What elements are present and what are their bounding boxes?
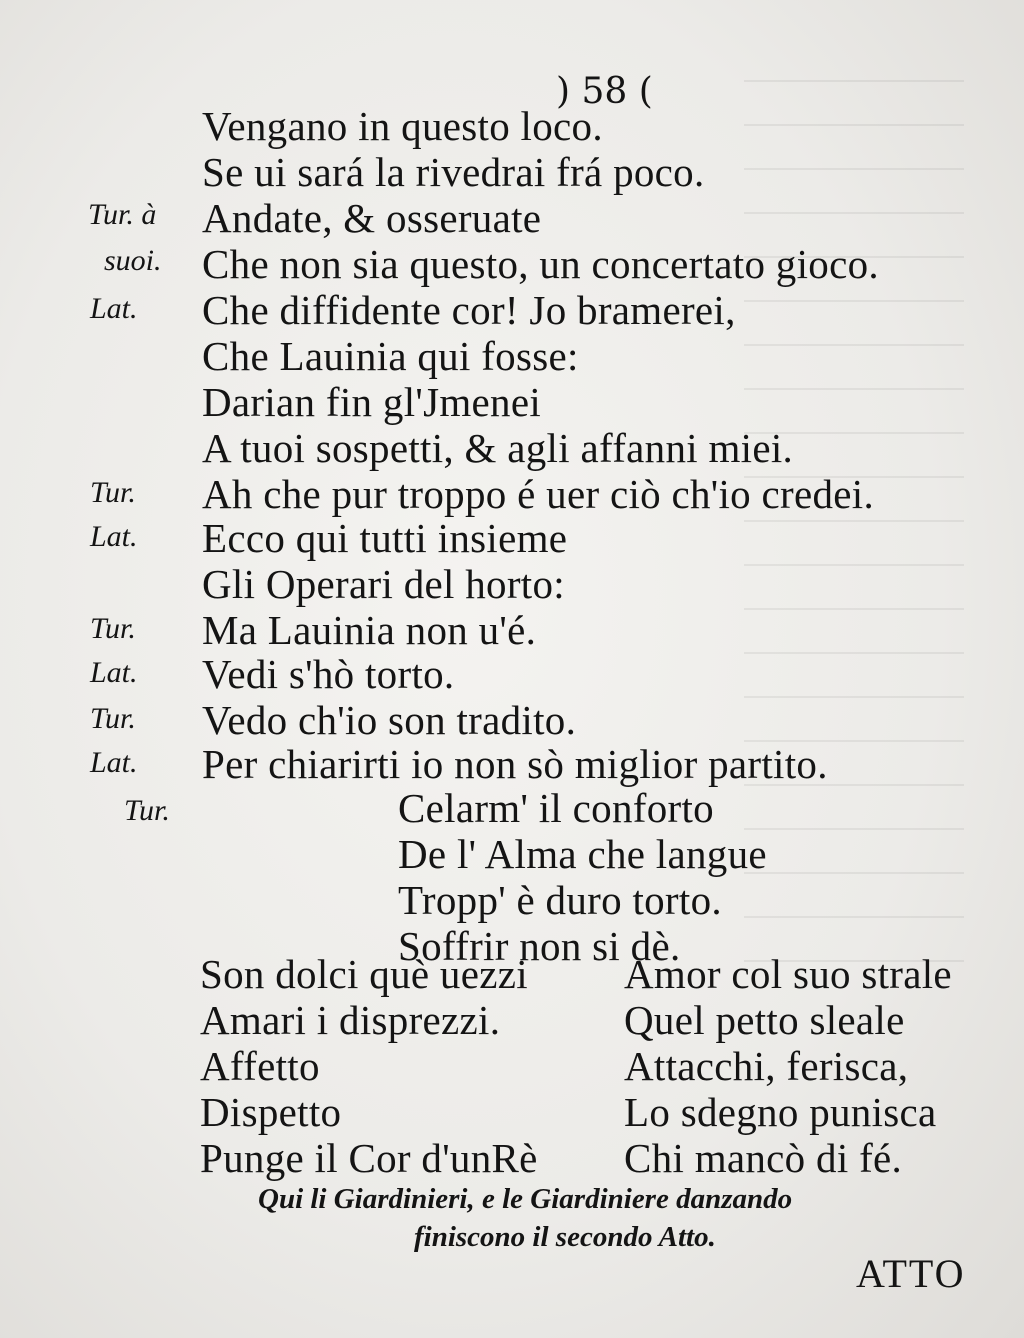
speaker-label: Tur. à: [88, 198, 157, 231]
verse-right: Quel petto sleale: [624, 997, 905, 1043]
dialogue-line: A tuoi sospetti, & agli affanni miei.: [202, 425, 794, 471]
verse-left: Affetto: [200, 1043, 320, 1089]
dialogue-line: Vengano in questo loco.: [202, 103, 603, 149]
aria-line: Celarm' il conforto: [398, 785, 714, 831]
speaker-label: Tur.: [90, 702, 136, 735]
verse-right: Chi mancò di fé.: [624, 1135, 903, 1181]
speaker-label: Tur.: [90, 612, 136, 645]
dialogue-line: Vedi s'hò torto.: [202, 651, 455, 697]
aria-speaker: Tur.: [124, 794, 170, 827]
aria-line: De l' Alma che langue: [398, 831, 767, 877]
aria-line: Soffrir non si dè.: [398, 923, 681, 969]
verse-left: Dispetto: [200, 1089, 342, 1135]
verse-left: Amari i disprezzi.: [200, 997, 501, 1043]
dialogue-line: Ecco qui tutti insieme: [202, 515, 568, 561]
verse-right: Attacchi, ferisca,: [624, 1043, 909, 1089]
dialogue-line: Che diffidente cor! Jo bramerei,: [202, 287, 736, 333]
aria-line: Tropp' è duro torto.: [398, 877, 722, 923]
speaker-label: suoi.: [104, 244, 162, 277]
speaker-label: Lat.: [90, 520, 138, 553]
dialogue-line: Ah che pur troppo é uer ciò ch'io credei.: [202, 471, 875, 517]
speaker-label: Tur.: [90, 476, 136, 509]
verse-right: Lo sdegno punisca: [624, 1089, 937, 1135]
catchword: ATTO: [856, 1251, 966, 1296]
dialogue-line: Che non sia questo, un concertato gioco.: [202, 241, 879, 287]
stage-direction-line: finiscono il secondo Atto.: [414, 1221, 716, 1253]
speaker-label: Lat.: [90, 292, 138, 325]
stage-direction-line: Qui li Giardinieri, e le Giardiniere danzando: [258, 1183, 793, 1215]
verse-left: Son dolci què uezzi: [200, 951, 528, 997]
bleed-through: [744, 80, 964, 980]
dialogue-line: Per chiarirti io non sò miglior partito.: [202, 741, 828, 787]
page-number: ) 58 (: [556, 71, 653, 112]
speaker-label: Lat.: [90, 746, 138, 779]
dialogue-line: Andate, & osseruate: [202, 195, 542, 241]
dialogue-line: Gli Operari del horto:: [202, 561, 565, 607]
dialogue-line: Che Lauinia qui fosse:: [202, 333, 579, 379]
speaker-label: Lat.: [90, 656, 138, 689]
dialogue-line: Ma Lauinia non u'é.: [202, 607, 537, 653]
dialogue-line: Se ui sará la rivedrai frá poco.: [202, 149, 705, 195]
dialogue-line: Darian fin gl'Jmenei: [202, 379, 542, 425]
dialogue-line: Vedo ch'io son tradito.: [202, 697, 577, 743]
verse-right: Amor col suo strale: [624, 951, 952, 997]
verse-left: Punge il Cor d'unRè: [200, 1135, 538, 1181]
